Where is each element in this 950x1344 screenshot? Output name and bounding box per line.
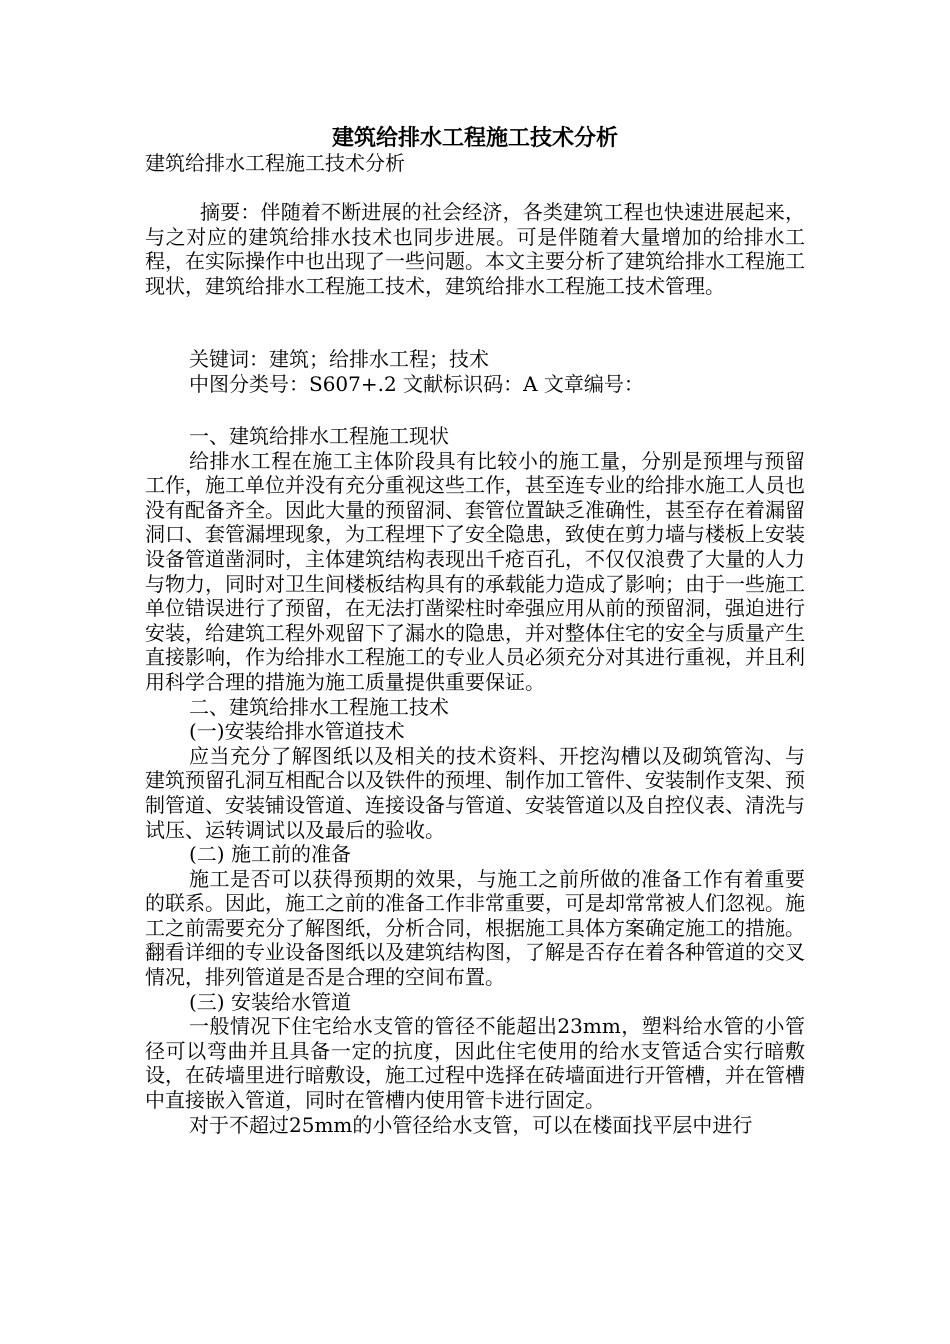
keywords-line: 关键词：建筑；给排水工程；技术	[189, 347, 489, 371]
main-body	[145, 424, 805, 1137]
section-heading: 一、建筑给排水工程施工现状	[189, 424, 449, 448]
section-heading: 二、建筑给排水工程施工技术	[189, 694, 449, 719]
subsection-heading: (三) 安装给水管道	[189, 989, 351, 1014]
paragraph: 一般情况下住宅给水支管的管径不能超出23mm，塑料给水管的小管径可以弯曲并且具备一定的抗度，因此住宅使用的给水支管适合实行暗敷设，在砖墙里进行暗敷设，施工过程中选择在砖墙面进行开管槽，并在管槽中直接嵌入管道，同时在管槽内使用管卡进行固定。	[145, 1014, 805, 1113]
paragraph: 给排水工程在施工主体阶段具有比较小的施工量，分别是预埋与预留工作，施工单位并没有充分重视这些工作，甚至连专业的给排水施工人员也没有配备齐全。因此大量的预留洞、套管位置缺乏准确性，甚至存在着漏留洞口、套管漏埋现象，为工程埋下了安全隐患，致使在剪力墙与楼板上安装设备管道凿洞时，主体建筑结构表现出千疮百孔，不仅仅浪费了大量的人力与物力，同时对卫生间楼板结构具有的承载能力造成了影响；由于一些施工单位错误进行了预留，在无法打凿梁柱时牵强应用从前的预留洞，强迫进行安装，给建筑工程外观留下了漏水的隐患，并对整体住宅的安全与质量产生直接影响，作为给排水工程施工的专业人员必须充分对其进行重视，并且利用科学合理的措施为施工质量提供重要保证。	[145, 448, 805, 694]
paragraph: 应当充分了解图纸以及相关的技术资料、开挖沟槽以及砌筑管沟、与建筑预留孔洞互相配合以及铁件的预埋、制作加工管件、安装制作支架、预制管道、安装铺设管道、连接设备与管道、安装管道以及自控仪表、清洗与试压、运转调试以及最后的验收。	[145, 743, 805, 842]
subsection-heading: (一)安装给排水管道技术	[189, 719, 405, 744]
subsection-heading: (二) 施工前的准备	[189, 842, 351, 867]
document-subtitle: 建筑给排水工程施工技术分析	[145, 151, 405, 175]
document-title: 建筑给排水工程施工技术分析	[331, 125, 618, 151]
abstract-block	[145, 200, 805, 298]
keywords-block	[145, 347, 805, 396]
paragraph: 施工是否可以获得预期的效果，与施工之前所做的准备工作有着重要的联系。因此，施工之前的准备工作非常重要，可是却常常被人们忽视。施工之前需要充分了解图纸，分析合同，根据施工具体方案确定施工的措施。翻看详细的专业设备图纸以及建筑结构图，了解是否存在着各种管道的交叉情况，排列管道是否是合理的空间布置。	[145, 866, 805, 990]
classification-line: 中图分类号：S607+.2 文献标识码：A 文章编号：	[189, 371, 644, 396]
paragraph: 对于不超过25mm的小管径给水支管，可以在楼面找平层中进行	[189, 1112, 753, 1137]
abstract-paragraph: 摘要：伴随着不断进展的社会经济，各类建筑工程也快速进展起来，与之对应的建筑给排水技术也同步进展。可是伴随着大量增加的给排水工程，在实际操作中也出现了一些问题。本文主要分析了建筑给排水工程施工现状，建筑给排水工程施工技术，建筑给排水工程施工技术管理。	[145, 200, 805, 298]
